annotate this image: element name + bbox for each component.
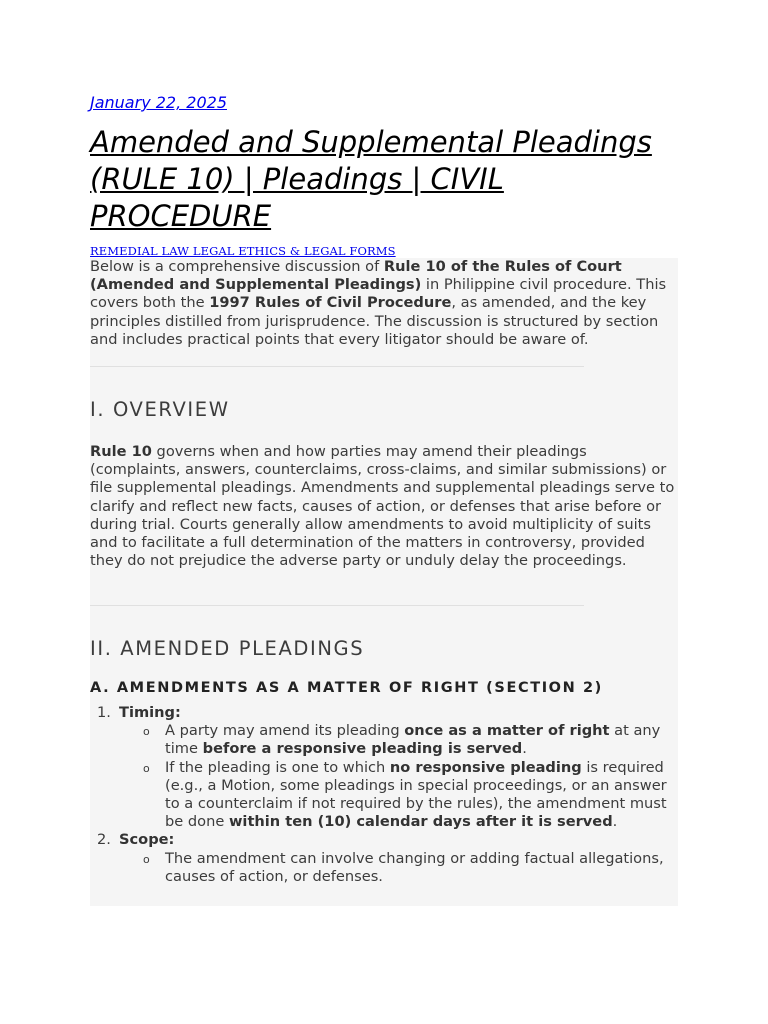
sub-list-item: o If the pleading is one to which no responsive pleading is required (e.g., a Motion, some pleadings in special proceedings, or an answer to a counterclaim if not required by the rules), the amendment must be done within ten (10) calendar days after it is served. <box>143 758 667 831</box>
category-link[interactable]: REMEDIAL LAW LEGAL ETHICS & LEGAL FORMS <box>90 244 396 258</box>
sub-list-item: o A party may amend its pleading once as a matter of right at any time before a responsive pleading is served. <box>143 722 661 758</box>
bullet-icon: o <box>143 761 150 775</box>
overview-paragraph: Rule 10 governs when and how parties may amend their pleadings (complaints, answers, counterclaims, cross-claims, and similar submissions) or file supplemental pleadings. Amendments and supplemental pleadings serve to clarify and reflect new facts, causes of action, or defenses that arise before or during trial. Courts generally allow amendments to avoid multiplicity of suits and to facilitate a full determination of the matters in controversy, provided they do not prejudice the adverse party or unduly delay the proceedings. <box>90 443 675 570</box>
list-item-timing <box>90 704 678 722</box>
sub-list-item: o The amendment can involve changing or adding factual allegations, causes of action, or defenses. <box>143 849 664 885</box>
subsection-heading-amendments-as-of-right: A. AMENDMENTS AS A MATTER OF RIGHT (SECTION 2) <box>90 680 603 696</box>
section-heading-overview: I. OVERVIEW <box>90 398 230 421</box>
list-number: 2. <box>97 831 111 849</box>
bullet-icon: o <box>143 852 150 866</box>
intro-paragraph: Below is a comprehensive discussion of Rule 10 of the Rules of Court (Amended and Supplemental Pleadings) in Philippine civil procedure. This covers both the 1997 Rules of Civil Procedure, as amended, and the key principles distilled from jurisprudence. The discussion is structured by section and includes practical points that every litigator should be aware of. <box>90 258 667 348</box>
numbered-list <box>90 704 678 886</box>
list-item-label: Timing: <box>119 704 181 721</box>
bullet-icon: o <box>143 725 150 739</box>
section-divider <box>90 366 584 367</box>
list-item-scope <box>90 831 678 849</box>
section-heading-amended-pleadings: II. AMENDED PLEADINGS <box>90 637 365 660</box>
article-body <box>90 258 678 906</box>
post-date-link[interactable]: January 22, 2025 <box>90 93 227 112</box>
article-title: Amended and Supplemental Pleadings (RULE 10) | Pleadings | CIVIL PROCEDURE <box>90 125 652 233</box>
section-divider <box>90 605 584 606</box>
list-item-label: Scope: <box>119 831 175 849</box>
list-number: 1. <box>97 704 111 721</box>
